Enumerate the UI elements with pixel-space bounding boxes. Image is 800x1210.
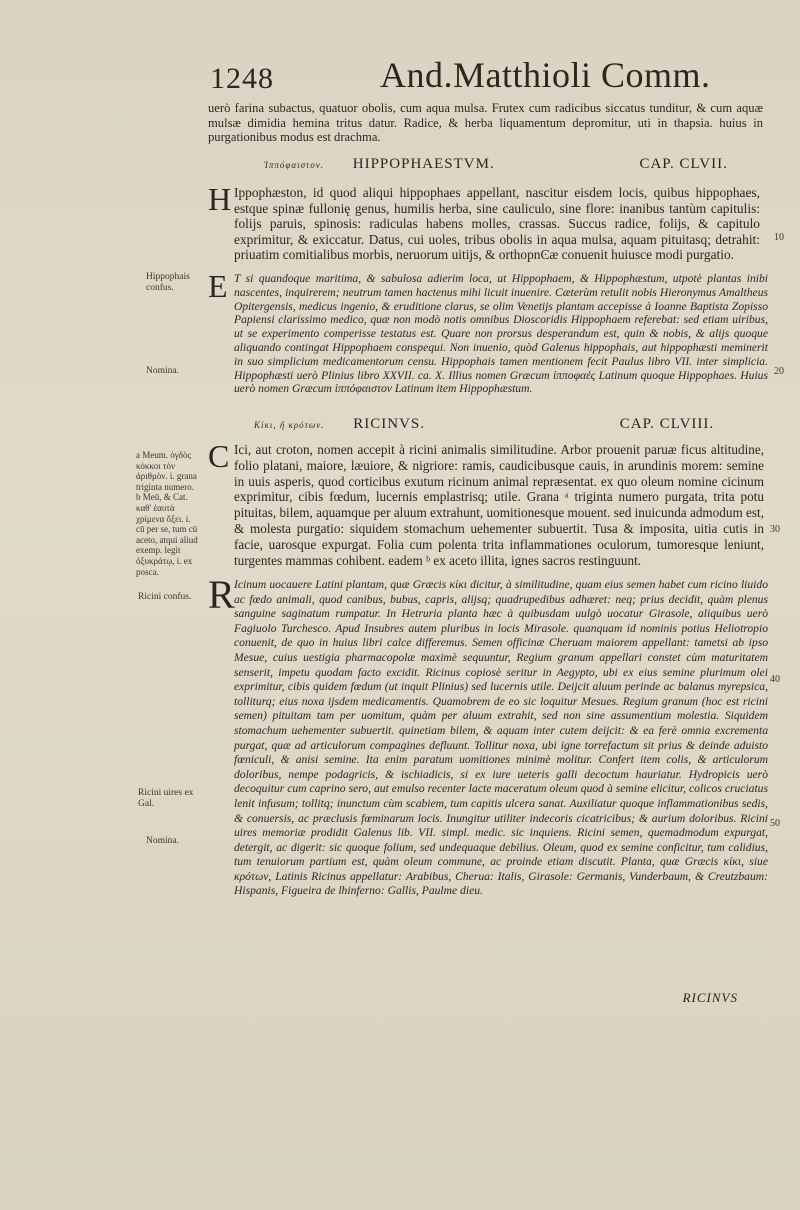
line-number: 30 <box>770 524 780 535</box>
section1-body: Ippophæston, id quod aliqui hippophaes appellant, nascitur eisdem locis, quibus hippophaes, estque spinæ fullonię genus, humilis herba, sine cauliculo, sine flore: inanibus tantùm capitulis: folijs paruis, spinosis: radiculas habens molles, crassas. Succus radice, folijs, & capitulo exprimitur, & exiccatur. Datus, cui uoles, tribus obolis in aqua mulsa, aquam pituitasq; detrahit: priuatim comitialibus morbis, neruorum uitijs, & orthopnϾæ conuenit huiusce modi purgatio. <box>234 185 760 263</box>
margin-note-ricini-confus: Ricini confus. <box>138 592 192 602</box>
section2-text <box>208 438 764 568</box>
section2-title: RICINVS. <box>353 416 426 432</box>
section1-heading <box>264 156 728 173</box>
margin-note-meum: a Meum. ὀγδὸς κόκκοι τὸν ἀριθμὸν. i. grana triginta numero. b Meū, & Cat. καθ' ἑαυτὰ χρίμενα ὄξει. i. cū per se, tum cū aceto, atqui aliud exemp. legit ὀξυκράτῳ, i. ex posca. <box>136 450 198 577</box>
catchword: RICINVS <box>682 990 738 1005</box>
margin-note-nomina-1: Nomina. <box>146 366 179 376</box>
section2-greek-title: Κίκι, ἢ κρότων. <box>254 420 325 430</box>
section1-dropcap: H <box>208 181 232 217</box>
section2-dropcap: C <box>208 438 230 474</box>
margin-note-nomina-2: Nomina. <box>146 836 179 846</box>
section1-greek-title: Ἱππόφαιστον. <box>264 160 325 170</box>
margin-note-ricini-uires: Ricini uires ex Gal. <box>138 788 194 809</box>
section2-commentary-paragraph <box>208 572 768 899</box>
section1-commentary-dropcap: E <box>208 268 228 304</box>
section2-commentary-dropcap: R <box>208 572 235 617</box>
line-number: 40 <box>770 674 780 685</box>
section1-paragraph <box>208 181 760 263</box>
section1-commentary-paragraph <box>208 268 768 396</box>
section1-text <box>208 181 760 263</box>
line-number: 20 <box>774 366 784 377</box>
section1-title: HIPPOPHAESTVM. <box>352 156 495 172</box>
section2-commentary-body: Icinum uocauere Latini plantam, quæ Græcis κίκι dicitur, à similitudine, quam eius semen habet cum ricino liuido ac fœdo animali, quod canibus, bubus, capris, alijsq; quadrupedibus adhæret: neq; prius decidit, quàm plenus sanguine saginatum rumpatur. In Hetruria planta hæc à quibusdam uulgò uocatur Girasole, aliquibus uerò Fagiuolo Turchesco. Apud Insubres autem pluribus in locis Mirasole. quanquam id nominis potius Heliotropio conuenit, de quo in huius libri calce differemus. Semen officinæ Cheruam maiorem appellant: tametsi ab ipso Mesue, cuius uestigia pharmacopolæ maximè sequuntur, Regium granum appellari constet cùm maturitatem senserit, impetu quodam facto excidit. Ricinus copiosè seritur in Aegypto, ubi ex eius semine plurimum olei exprimitur, cibis quidem fœdum (ut inquit Plinius) sed lucernis utile. Deijcit aluum perinde ac balanus myrepsica, tolliturq; eius noxa ijsdem medicamentis. Quamobrem de eo sic loquitur Mesues. Regium granum (hoc est ricini semen) pituitam tam per uomitum, quàm per aluum extrahit, sed non sine assumentium molestia. Siquidem stomachum uehementer subuertit. quinetiam bilem, & aquam inter cutem deijcit: & ea ferè omnia excrementa purgat, quæ ad articulorum compagines defluunt. Tollitur noxa, ubi igne torrefactum sit prius & deinde aduisto fœniculi, & anisi semine. Ita enim paratum uomitiones minimè molitur. Confert item colis, & articulorum doloribus, nempe podagricis, & ischiadicis, si ex iure ueteris galli decoctum hauriatur. Hydropicis uerò decoquitur cum caprino sero, aut emulso recenter lacte maceratum oleum quod à semine elicitur, colicos cruciatus lenit infusum; tollitq; inunctum cùm scabiem, tum capitis ulcera sanat. Auxiliatur quoque inflammationibus sedis, & conuersis, ac præclusis fœminarum locis. Inungitur utiliter indecoris cicatricibus; & aurium doloribus. Ricini uires memoriæ prodidit Galenus lib. VII. simpl. medic. sic inquiens. Ricini semen, quemadmodum expurgat, detergit, ac digerit: sic quoque folium, sed undequaque debilius. Oleum, quod ex semine conficitur, tum calidius, tum tenuiorum partium est, quàm oleum commune, ac proinde etiam discutit. Planta, quæ Græcis κίκι, siue κρότων, Latinis Ricinus appellatur: Arabibus, Cherua: Italis, Girasole: Germanis, Vunderbaum, & Creutzbaum: Hispanis, Figueira de lhinferno: Gallis, Paulme dieu. <box>234 578 768 898</box>
running-title: And.Matthioli Comm. <box>380 55 711 95</box>
line-number: 50 <box>770 818 780 829</box>
section2-paragraph <box>208 438 764 568</box>
section2-body: Ici, aut croton, nomen accepit à ricini animalis similitudine. Arbor prouenit paruæ ficus altitudine, folio platani, maiore, læuiore, & nigriore: ramis, caudicibusque cauis, in arundinis morem: semine in uuis asperis, quod corticibus exutum ricinum animal repræsentat. ex quo oleum nomine cicinum exprimitur, cibis fœdum, lucernis emplastrisq; utile. Grana ᵃ triginta numero purgata, trita potu pituitas, bilem, aquamque per aluum extrahunt, uomitionesque mouent. sed inuicunda admodum est, & molesta purgatio: siquidem stomachum uehementer subuertit. Tusa & imposita, uitia cutis in facie, uarosque expurgat. Folia cum polenta trita inflammationes oculorum, tumoresque leniunt, turgentes mammas cohibent. eadem ᵇ ex aceto illita, ignes sacros restinguunt. <box>234 442 764 568</box>
page-number: 1248 <box>210 62 274 95</box>
section1-commentary-body: T si quandoque maritima, & sabulosa adierim loca, ut Hippophaem, & Hippophæstum, utpotè plantas inibi nascentes, inquirerem; neutrum tamen hactenus mihi licuit inuenire. Cæterùm retulit nobis Hieronymus Amaltheus Opitergensis, medicus ingenio, & eruditione clarus, se olim Venetijs plantam accepisse à Ioanne Baptista Zopisso Papiensi clarissimo medico, quæ non modò notis omnibus Dioscoridis Hippophaem referebat: sed etiam uiribus, ut se experimento comperisse testatus est. Quare non prorsus desperandum est, quin & nobis, & alijs quoque aliquando contingat Hippophaem conspequi. Non inuenio, quòd Galenus hippophais, aut hippophæsti meminerit in suo simplicium medicamentorum censu. Hippophais tamen mentionem fecit Paulus libro VII. inter simplicia. Hippophæsti uerò Plinius libro XXVII. ca. X. Illius nomen Græcum ἱππoφαές Latinum quoque Hippophaes. Huius uerò nomen Græcum ἱππόφαιστον Latinum item Hippophæstum. <box>234 272 768 396</box>
intro-paragraph: uerò farina subactus, quatuor obolis, cum aqua mulsa. Frutex cum radicibus siccatus tunditur, & cum aquæ mulsæ dimidia hemina tritus datur. Radice, & herba liquamentum depromitur, uti in thapsia. huius in purgationibus modus est drachma. <box>208 101 763 145</box>
section1-chapter: CAP. CLVII. <box>639 156 728 172</box>
section2-chapter: CAP. CLVIII. <box>619 416 715 432</box>
section2-commentary <box>208 572 768 899</box>
section2-heading <box>254 416 714 433</box>
line-number: 10 <box>774 232 784 243</box>
margin-note-hippophais: Hippophais confus. <box>146 272 190 293</box>
section1-commentary <box>208 268 768 396</box>
